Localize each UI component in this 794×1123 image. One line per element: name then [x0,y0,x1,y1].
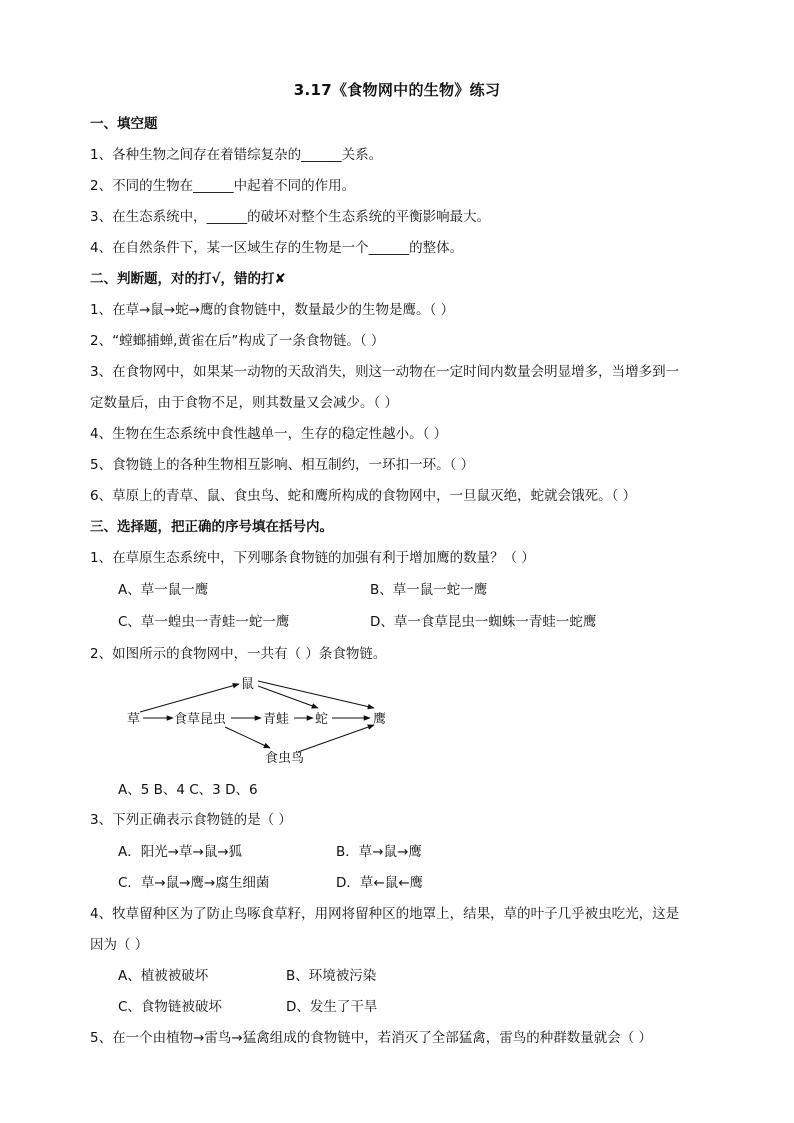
arrow-mouse-to-hawk [258,681,374,708]
arrow-grass-to-mouse [140,684,239,712]
node-grass: 草 [127,712,141,727]
q4-option-a: A、植被被破坏 [118,968,209,984]
q1-option-c: C、草一蝗虫一青蛙一蛇一鹰 [118,614,290,630]
q1-option-a: A、草一鼠一鹰 [118,582,209,598]
fill-question-4: 4、在自然条件下，某一区域生存的生物是一个______的整体。 [90,240,464,256]
q3-option-a: A．阳光→草→鼠→狐 [118,844,243,860]
q4-option-b: B、环境被污染 [286,968,377,984]
q3-option-c: C．草→鼠→鹰→腐生细菌 [118,875,270,891]
section-fill-blank-heading: 一、填空题 [90,116,158,132]
choice-question-4-line-2: 因为（ ） [90,937,149,953]
q1-option-d: D、草一食草昆虫一蜘蛛一青蛙一蛇鹰 [370,614,597,630]
page-title: 3.17《食物网中的生物》练习 [293,81,501,99]
fill-question-3: 3、在生态系统中，______的破坏对整个生态系统的平衡影响最大。 [90,209,491,225]
node-snake: 蛇 [315,712,329,727]
judge-question-3-line-2: 定数量后，由于食物不足，则其数量又会减少。（ ） [90,395,399,411]
judge-question-6: 6、草原上的青草、鼠、食虫鸟、蛇和鹰所构成的食物网中，一旦鼠灭绝，蛇就会饿死。（ ） [90,488,637,504]
arrow-bird-to-hawk [298,725,374,752]
node-mouse: 鼠 [241,677,255,692]
q1-option-b: B、草一鼠一蛇一鹰 [370,582,488,598]
judge-question-3-line-1: 3、在食物网中，如果某一动物的天敌消失，则这一动物在一定时间内数量会明显增多，当增多到一 [90,364,680,380]
choice-question-1: 1、在草原生态系统中，下列哪条食物链的加强有利于增加鹰的数量？（ ） [90,550,535,566]
node-herbivorous-insect: 食草昆虫 [174,712,227,727]
q4-option-d: D、发生了干旱 [286,999,378,1015]
node-hawk: 鹰 [373,712,387,727]
node-frog: 青蛙 [263,712,290,727]
q2-options: A、5 B、4 C、3 D、6 [118,782,258,798]
choice-question-5: 5、在一个由植物→雷鸟→猛禽组成的食物链中，若消灭了全部猛禽，雷鸟的种群数量就会（ ） [90,1030,653,1046]
judge-question-4: 4、生物在生态系统中食性越单一，生存的稳定性越小。（ ） [90,426,448,442]
arrow-mouse-to-snake [258,686,318,708]
food-web-diagram [110,670,410,770]
node-insectivorous-bird: 食虫鸟 [265,751,305,766]
fill-question-1: 1、各种生物之间存在着错综复杂的______关系。 [90,147,383,163]
q3-option-b: B．草→鼠→鹰 [336,844,422,860]
choice-question-3: 3、下列正确表示食物链的是（ ） [90,812,292,828]
arrow-insect-to-bird [225,727,270,748]
choice-question-4-line-1: 4、牧草留种区为了防止鸟啄食草籽，用网将留种区的地罩上，结果，草的叶子几乎被虫吃光，这是 [90,906,680,922]
fill-question-2: 2、不同的生物在______中起着不同的作用。 [90,178,356,194]
judge-question-5: 5、食物链上的各种生物相互影响、相互制约，一环扣一环。（ ） [90,457,475,473]
q3-option-d: D．草←鼠←鹰 [336,875,424,891]
choice-question-2: 2、如图所示的食物网中，一共有（ ）条食物链。 [90,646,387,662]
judge-question-1: 1、在草→鼠→蛇→鹰的食物链中，数量最少的生物是鹰。（ ） [90,302,455,318]
q4-option-c: C、食物链被破坏 [118,999,222,1015]
judge-question-2: 2、“螳螂捕蝉,黄雀在后”构成了一条食物链。（ ） [90,333,385,349]
section-true-false-heading: 二、判断题，对的打√，错的打✘ [90,271,286,287]
section-multiple-choice-heading: 三、选择题，把正确的序号填在括号内。 [90,519,333,535]
